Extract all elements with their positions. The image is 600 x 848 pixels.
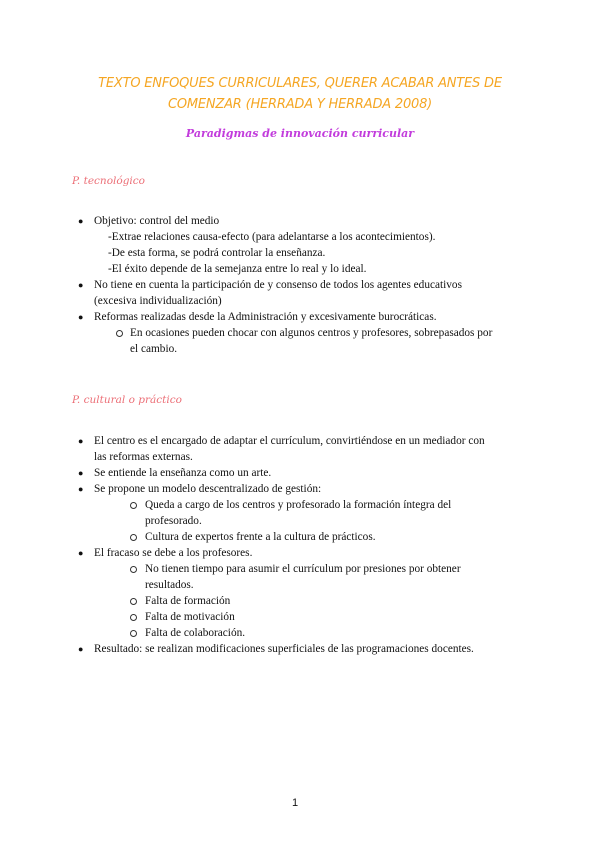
list-item: Se propone un modelo descentralizado de gestión:	[94, 483, 322, 495]
sub-bullet-circle	[130, 534, 137, 541]
list-item-line: -Extrae relaciones causa-efecto (para adelantarse a los acontecimientos).	[108, 231, 436, 243]
bullet-dot: ●	[78, 312, 84, 322]
list-item: El centro es el encargado de adaptar el currículum, convirtiéndose en un mediador con	[94, 435, 485, 447]
list-item: Reformas realizadas desde la Administración y excesivamente burocráticas.	[94, 311, 437, 323]
sub-bullet-circle	[116, 330, 123, 337]
section-heading-tecnologico: P. tecnológico	[72, 175, 145, 187]
sub-bullet-circle	[130, 502, 137, 509]
document-subtitle: Paradigmas de innovación curricular	[185, 127, 415, 140]
list-item: El fracaso se debe a los profesores.	[94, 547, 253, 559]
sub-list-item-line: resultados.	[145, 579, 194, 591]
sub-bullet-circle	[130, 566, 137, 573]
list-item: No tiene en cuenta la participación de y consenso de todos los agentes educativos	[94, 279, 462, 291]
title-line-1: TEXTO ENFOQUES CURRICULARES, QUERER ACABAR ANTES DE	[98, 76, 502, 91]
page-number: 1	[292, 797, 299, 809]
sub-list-item-line: profesorado.	[145, 515, 202, 527]
list-item: Objetivo: control del medio	[94, 215, 220, 227]
sub-list-item: Falta de formación	[145, 595, 231, 607]
sub-list-item: Falta de motivación	[145, 611, 235, 623]
sub-list-item: En ocasiones pueden chocar con algunos centros y profesores, sobrepasados por	[130, 327, 493, 339]
list-item-line: -De esta forma, se podrá controlar la enseñanza.	[108, 247, 326, 259]
sub-list-item-line: el cambio.	[130, 343, 178, 355]
list-item-line: (excesiva individualización)	[94, 295, 222, 307]
bullet-dot: ●	[78, 436, 84, 446]
list-item-line: -El éxito depende de la semejanza entre lo real y lo ideal.	[108, 263, 367, 275]
sub-bullet-circle	[130, 598, 137, 605]
sub-bullet-circle	[130, 630, 137, 637]
list-item: Resultado: se realizan modificaciones superficiales de las programaciones docentes.	[94, 643, 474, 655]
bullet-dot: ●	[78, 468, 84, 478]
section-heading-cultural: P. cultural o práctico	[72, 394, 182, 406]
bullet-dot: ●	[78, 644, 84, 654]
list-item: Se entiende la enseñanza como un arte.	[94, 467, 272, 479]
sub-list-item: Queda a cargo de los centros y profesorado la formación íntegra del	[145, 499, 452, 511]
bullet-dot: ●	[78, 484, 84, 494]
document-title	[60, 73, 540, 115]
sub-list-item: Cultura de expertos frente a la cultura de prácticos.	[145, 531, 376, 543]
sub-list-item: Falta de colaboración.	[145, 627, 246, 639]
bullet-dot: ●	[78, 548, 84, 558]
sub-list-item: No tienen tiempo para asumir el currículum por presiones por obtener	[145, 563, 461, 575]
bullet-dot: ●	[78, 216, 84, 226]
list-item-line: las reformas externas.	[94, 451, 193, 463]
sub-bullet-circle	[130, 614, 137, 621]
bullet-dot: ●	[78, 280, 84, 290]
title-line-2: COMENZAR (HERRADA Y HERRADA 2008)	[167, 97, 433, 112]
